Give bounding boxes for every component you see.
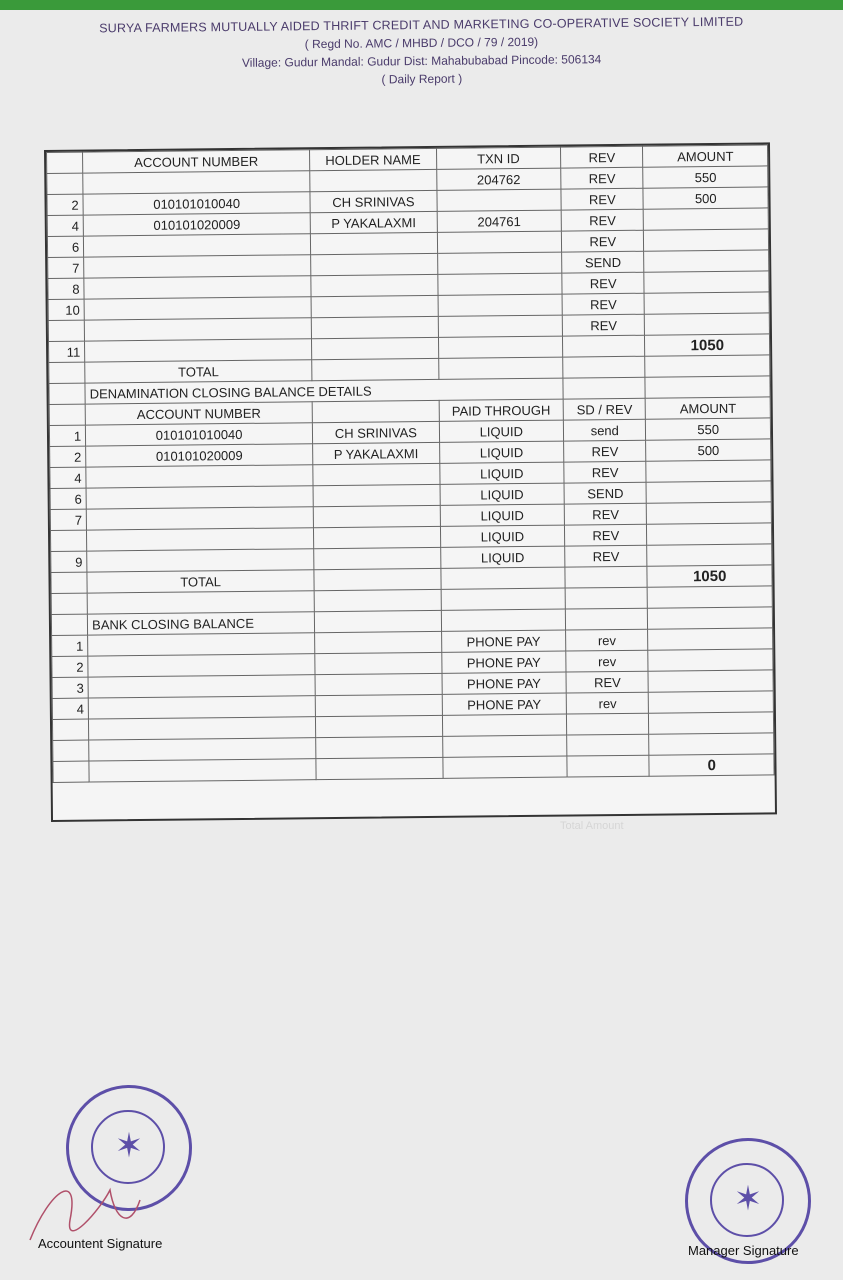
- row-sno: 1: [49, 425, 85, 446]
- sno-header: [49, 404, 85, 425]
- txn-type: REV: [561, 209, 644, 231]
- empty: [89, 738, 316, 761]
- registration-number: ( Regd No. AMC / MHBD / DCO / 79 / 2019): [304, 34, 539, 52]
- row-sno: 2: [47, 194, 83, 215]
- txn-type: REV: [561, 230, 644, 252]
- txn-id: [437, 252, 562, 274]
- empty: [314, 610, 441, 632]
- paid-through: PHONE PAY: [442, 693, 567, 715]
- empty: [438, 357, 563, 379]
- txn-type: rev: [566, 650, 649, 672]
- account-number: 010101020009: [83, 213, 310, 236]
- paid-through: LIQUID: [440, 525, 565, 547]
- sd-rev-header: SD / REV: [563, 398, 646, 420]
- txn-type: REV: [562, 293, 645, 315]
- empty: [315, 673, 442, 695]
- bleed-through-text: Total Amount: [560, 820, 624, 832]
- account-number: 010101010040: [83, 192, 310, 215]
- txn-id: [437, 273, 562, 295]
- empty: [565, 566, 648, 588]
- holder-name: [311, 295, 438, 317]
- account-number-header: ACCOUNT NUMBER: [85, 402, 312, 425]
- empty: [88, 696, 315, 719]
- amount: [647, 523, 772, 545]
- account-number: [86, 465, 313, 488]
- row-sno: 6: [50, 488, 86, 509]
- txn-id: [437, 189, 562, 211]
- paid-through: LIQUID: [440, 546, 565, 568]
- society-name: SURYA FARMERS MUTUALLY AIDED THRIFT CREDIT AND MARKETING CO-OPERATIVE SOCIETY LIMITED: [99, 14, 744, 36]
- holder-name: CH SRINIVAS: [310, 190, 437, 212]
- account-number: [83, 171, 310, 194]
- amount: [647, 502, 772, 524]
- empty: [648, 607, 773, 629]
- empty: [442, 714, 567, 736]
- paid-through: LIQUID: [439, 462, 564, 484]
- total-amount: 1050: [647, 565, 772, 587]
- amount: [647, 544, 772, 566]
- row-sno: 4: [47, 215, 83, 236]
- empty: [312, 358, 439, 380]
- row-sno: 3: [52, 677, 88, 698]
- account-number: [84, 297, 311, 320]
- empty: [89, 717, 316, 740]
- paid-through: LIQUID: [440, 504, 565, 526]
- row-sno: 9: [51, 551, 87, 572]
- empty: [565, 608, 648, 630]
- empty: [315, 694, 442, 716]
- txn-type: REV: [566, 671, 649, 693]
- sno: [49, 383, 85, 404]
- row-sno: 1: [52, 635, 88, 656]
- amount: [646, 481, 771, 503]
- amount: [646, 460, 771, 482]
- empty: [314, 589, 441, 611]
- empty: [441, 588, 566, 610]
- amount: 550: [643, 166, 768, 188]
- holder-name: P YAKALAXMI: [310, 211, 437, 233]
- holder-name: [311, 316, 438, 338]
- paid-through: PHONE PAY: [441, 630, 566, 652]
- address-line: Village: Gudur Mandal: Gudur Dist: Mahabubabad Pincode: 506134: [241, 52, 602, 70]
- holder-name: CH SRINIVAS: [312, 421, 439, 443]
- paid-through: LIQUID: [439, 441, 564, 463]
- holder-name: [313, 484, 440, 506]
- empty: [442, 735, 567, 757]
- account-number-header: ACCOUNT NUMBER: [83, 150, 310, 173]
- empty: [567, 734, 650, 756]
- row-sno: 4: [50, 467, 86, 488]
- amount: [648, 628, 773, 650]
- empty: [88, 633, 315, 656]
- empty: [314, 568, 441, 590]
- sd-rev: REV: [564, 503, 647, 525]
- amount: [644, 208, 769, 230]
- accountant-signature-label: Accountent Signature: [38, 1236, 163, 1251]
- row-sno: 2: [50, 446, 86, 467]
- holder-name: [314, 526, 441, 548]
- sno-header: [47, 152, 83, 173]
- account-number: [87, 528, 314, 551]
- paid-through: PHONE PAY: [442, 672, 567, 694]
- amount: 500: [646, 439, 771, 461]
- total-amount: 0: [649, 754, 774, 776]
- document-header: [0, 4, 843, 91]
- row-sno: 7: [48, 257, 84, 278]
- amount: [649, 691, 774, 713]
- empty: [315, 652, 442, 674]
- paid-through: LIQUID: [439, 420, 564, 442]
- row-sno: 11: [49, 341, 85, 362]
- amount: [644, 250, 769, 272]
- holder-name: [313, 463, 440, 485]
- seal-emblem-icon: ✶: [114, 1127, 144, 1165]
- report-sheet: [44, 142, 777, 822]
- amount: [644, 229, 769, 251]
- row-sno: 6: [47, 236, 83, 257]
- empty: [312, 400, 439, 422]
- account-number: [86, 486, 313, 509]
- sno: [53, 761, 89, 782]
- account-number: [87, 549, 314, 572]
- row-sno: [47, 173, 83, 194]
- holder-name: [313, 505, 440, 527]
- empty: [88, 654, 315, 677]
- account-number: [84, 234, 311, 257]
- account-number: [86, 507, 313, 530]
- paid-through-header: PAID THROUGH: [439, 399, 564, 421]
- amount: [644, 271, 769, 293]
- txn-id: [438, 336, 563, 358]
- empty: [316, 715, 443, 737]
- empty: [89, 759, 316, 782]
- account-number: 010101010040: [86, 423, 313, 446]
- sno: [51, 614, 87, 635]
- row-sno: 7: [50, 509, 86, 530]
- empty: [440, 567, 565, 589]
- total-label: TOTAL: [85, 360, 312, 383]
- amount: [645, 313, 770, 335]
- empty: [87, 591, 314, 614]
- account-number: [85, 339, 312, 362]
- empty: [315, 631, 442, 653]
- seal-emblem-icon: ✶: [733, 1180, 763, 1218]
- empty: [441, 609, 566, 631]
- empty: [648, 586, 773, 608]
- sno: [53, 740, 89, 761]
- empty: [316, 736, 443, 758]
- account-number: [84, 276, 311, 299]
- empty: [442, 756, 567, 778]
- sd-rev: REV: [565, 524, 648, 546]
- txn-type: SEND: [562, 251, 645, 273]
- holder-name: [314, 547, 441, 569]
- denomination-title: DENAMINATION CLOSING BALANCE DETAILS: [85, 378, 563, 404]
- txn-id: 204761: [437, 210, 562, 232]
- row-sno: 8: [48, 278, 84, 299]
- empty: [88, 675, 315, 698]
- row-sno: 10: [48, 299, 84, 320]
- bank-closing-title: BANK CLOSING BALANCE: [88, 612, 315, 635]
- sd-rev: send: [563, 419, 646, 441]
- report-type: ( Daily Report ): [381, 71, 463, 87]
- holder-name: [312, 337, 439, 359]
- manager-signature-label: Manager Signature: [688, 1243, 799, 1258]
- amount: [648, 670, 773, 692]
- account-number: [84, 255, 311, 278]
- row-sno: 2: [52, 656, 88, 677]
- empty: [563, 356, 646, 378]
- row-sno: [50, 530, 86, 551]
- amount-header: AMOUNT: [646, 397, 771, 419]
- amount: 1050: [645, 334, 770, 356]
- type-header: REV: [561, 146, 644, 168]
- paid-through: LIQUID: [440, 483, 565, 505]
- txn-type: REV: [562, 272, 645, 294]
- report-table: [46, 144, 775, 783]
- empty: [649, 733, 774, 755]
- empty: [649, 712, 774, 734]
- row-sno: [48, 320, 84, 341]
- empty: [563, 377, 646, 399]
- sd-rev: REV: [565, 545, 648, 567]
- txn-type: rev: [566, 692, 649, 714]
- holder-name: P YAKALAXMI: [313, 442, 440, 464]
- holder-name: [311, 274, 438, 296]
- amount: 500: [643, 187, 768, 209]
- empty: [565, 587, 648, 609]
- empty: [316, 757, 443, 779]
- txn-type: rev: [566, 629, 649, 651]
- paid-through: PHONE PAY: [441, 651, 566, 673]
- txn-id: [438, 294, 563, 316]
- amount: [648, 649, 773, 671]
- txn-type: REV: [561, 188, 644, 210]
- row-sno: 4: [52, 698, 88, 719]
- holder-name-header: HOLDER NAME: [310, 148, 437, 170]
- holder-name: [311, 253, 438, 275]
- account-number: 010101020009: [86, 444, 313, 467]
- txn-id: [438, 315, 563, 337]
- empty: [567, 713, 650, 735]
- txn-id-header: TXN ID: [436, 147, 561, 169]
- sd-rev: REV: [564, 440, 647, 462]
- amount: [644, 292, 769, 314]
- amount: 550: [646, 418, 771, 440]
- sno: [51, 593, 87, 614]
- account-number: [84, 318, 311, 341]
- total-label: TOTAL: [87, 570, 314, 593]
- holder-name: [310, 232, 437, 254]
- empty: [645, 355, 770, 377]
- txn-type: REV: [562, 314, 645, 336]
- txn-id: 204762: [436, 168, 561, 190]
- txn-type: REV: [561, 167, 644, 189]
- txn-type: [563, 335, 646, 357]
- empty: [645, 376, 770, 398]
- sno: [49, 362, 85, 383]
- holder-name: [310, 169, 437, 191]
- amount-header: AMOUNT: [643, 145, 768, 167]
- empty: [567, 755, 650, 777]
- txn-id: [437, 231, 562, 253]
- sno: [51, 572, 87, 593]
- sno: [52, 719, 88, 740]
- sd-rev: SEND: [564, 482, 647, 504]
- sd-rev: REV: [564, 461, 647, 483]
